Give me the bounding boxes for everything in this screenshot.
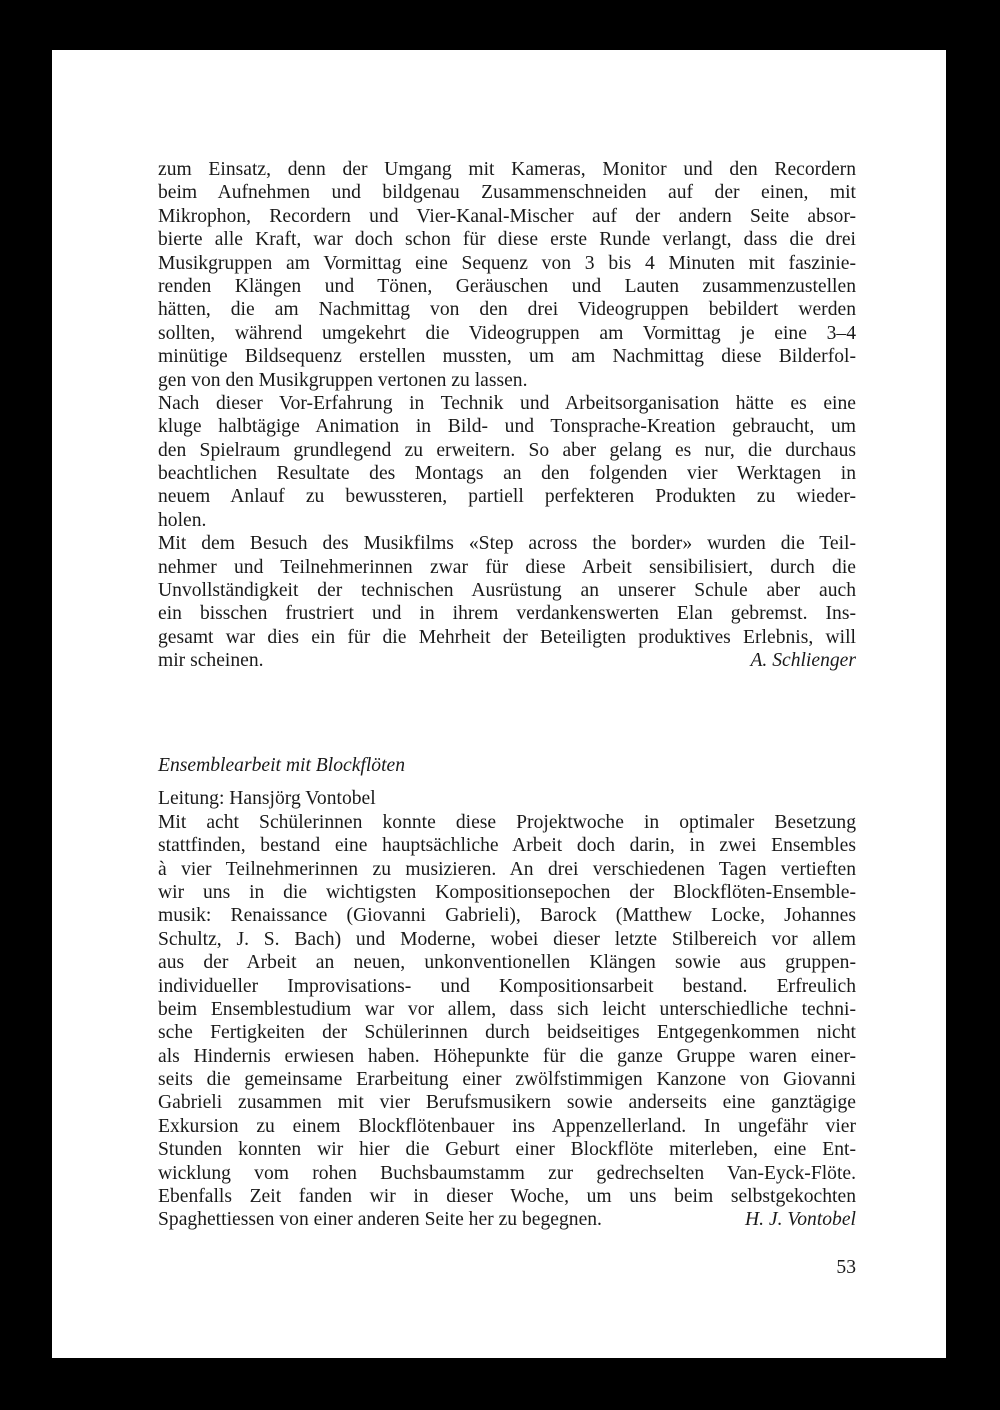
closing-text: Spaghettiessen von einer anderen Seite her zu begegnen. — [158, 1209, 602, 1231]
leader-line: Leitung: Hansjörg Vontobel — [158, 788, 376, 810]
text-line: gesamt war dies ein für die Mehrheit der Beteiligten produktives Erlebnis, will — [158, 626, 856, 648]
text-line: nehmer und Teilnehmerinnen zwar für diese Arbeit sensibilisiert, durch die — [158, 556, 856, 578]
text-line: à vier Teilnehmerinnen zu musizieren. An drei verschiedenen Tagen vertieften — [158, 858, 856, 880]
text-line: wir uns in die wichtigsten Kompositionsepochen der Blockflöten-Ensemble- — [158, 881, 856, 903]
text-line: Stunden konnten wir hier die Geburt einer Blockflöte miterleben, eine Ent- — [158, 1139, 856, 1161]
section-heading: Ensemblearbeit mit Blockflöten — [158, 755, 406, 776]
text-line: bierte alle Kraft, war doch schon für diese erste Runde verlangt, dass die drei — [158, 229, 856, 251]
text-line: Mikrophon, Recordern und Vier-Kanal-Mischer auf der andern Seite absor- — [158, 205, 856, 227]
text-line: seits die gemeinsame Erarbeitung einer zwölfstimmigen Kanzone von Giovanni — [158, 1069, 856, 1091]
text-line: Exkursion zu einem Blockflötenbauer ins Appenzellerland. In ungefähr vier — [158, 1115, 856, 1137]
text-line: wicklung vom rohen Buchsbaumstamm zur gedrechselten Van-Eyck-Flöte. — [158, 1162, 856, 1184]
text-line: Mit acht Schülerinnen konnte diese Projektwoche in optimaler Besetzung — [158, 811, 856, 833]
text-line: renden Klängen und Tönen, Geräuschen und Lauten zusammenzustellen — [158, 275, 856, 297]
text-line: Musikgruppen am Vormittag eine Sequenz von 3 bis 4 Minuten mit faszinie- — [158, 252, 856, 274]
signature: H. J. Vontobel — [744, 1209, 856, 1231]
report-schlienger — [158, 158, 856, 673]
text-line: stattfinden, bestand eine hauptsächliche Arbeit doch darin, in zwei Ensembles — [158, 835, 856, 857]
text-line: minütige Bildsequenz erstellen mussten, um am Nachmittag diese Bilderfol- — [158, 346, 856, 368]
text-line: Schultz, J. S. Bach) und Moderne, wobei dieser letzte Stilbereich vor allem — [158, 928, 856, 950]
text-line: beim Ensemblestudium war vor allem, dass sich leicht unterschiedliche techni- — [158, 998, 856, 1020]
text-line: beachtlichen Resultate des Montags an den folgenden vier Werktagen in — [158, 463, 856, 485]
text-line: individueller Improvisations- und Kompositionsarbeit bestand. Erfreulich — [158, 975, 856, 997]
text-line: gen von den Musikgruppen vertonen zu lassen. — [158, 369, 528, 391]
text-line: Unvollständigkeit der technischen Ausrüstung an unserer Schule aber auch — [158, 580, 856, 602]
report-vontobel — [158, 754, 856, 1232]
text-line: sche Fertigkeiten der Schülerinnen durch beidseitiges Entgegenkommen nicht — [158, 1022, 856, 1044]
closing-text: mir scheinen. — [158, 650, 264, 672]
text-line: Nach dieser Vor-Erfahrung in Technik und Arbeitsorganisation hätte es eine — [158, 392, 856, 414]
text-line: zum Einsatz, denn der Umgang mit Kameras, Monitor und den Recordern — [158, 159, 856, 180]
text-line: Mit dem Besuch des Musikfilms «Step across the border» wurden die Teil- — [158, 533, 856, 555]
text-line: den Spielraum grundlegend zu erweitern. So aber gelang es nur, die durchaus — [158, 439, 856, 461]
text-line: als Hindernis erwiesen haben. Höhepunkte für die ganze Gruppe waren einer- — [158, 1045, 856, 1067]
page-number: 53 — [836, 1257, 856, 1278]
text-line: sollten, während umgekehrt die Videogruppen am Vormittag je eine 3–4 — [158, 322, 856, 344]
text-line: holen. — [158, 509, 207, 531]
document-page — [52, 50, 946, 1358]
signature: A. Schlienger — [750, 650, 856, 672]
text-line: Gabrieli zusammen mit vier Berufsmusikern sowie anderseits eine ganztägige — [158, 1092, 856, 1114]
text-line: musik: Renaissance (Giovanni Gabrieli), Barock (Matthew Locke, Johannes — [158, 905, 856, 927]
closing-line — [158, 1208, 856, 1231]
text-line: Ebenfalls Zeit fanden wir in dieser Woche, um uns beim selbstgekochten — [158, 1186, 856, 1208]
text-line: hätten, die am Nachmittag von den drei Videogruppen bebildert werden — [158, 299, 856, 321]
text-line: neuem Anlauf zu bewussteren, partiell perfekteren Produkten zu wieder- — [158, 486, 856, 508]
closing-line — [158, 649, 856, 672]
text-line: kluge halbtägige Animation in Bild- und Tonsprache-Kreation gebraucht, um — [158, 416, 856, 438]
text-line: beim Aufnehmen und bildgenau Zusammenschneiden auf der einen, mit — [158, 182, 856, 204]
text-line: aus der Arbeit an neuen, unkonventionellen Klängen sowie aus gruppen- — [158, 952, 856, 974]
text-line: ein bisschen frustriert und in ihrem verdankenswerten Elan gebremst. Ins- — [158, 603, 856, 625]
